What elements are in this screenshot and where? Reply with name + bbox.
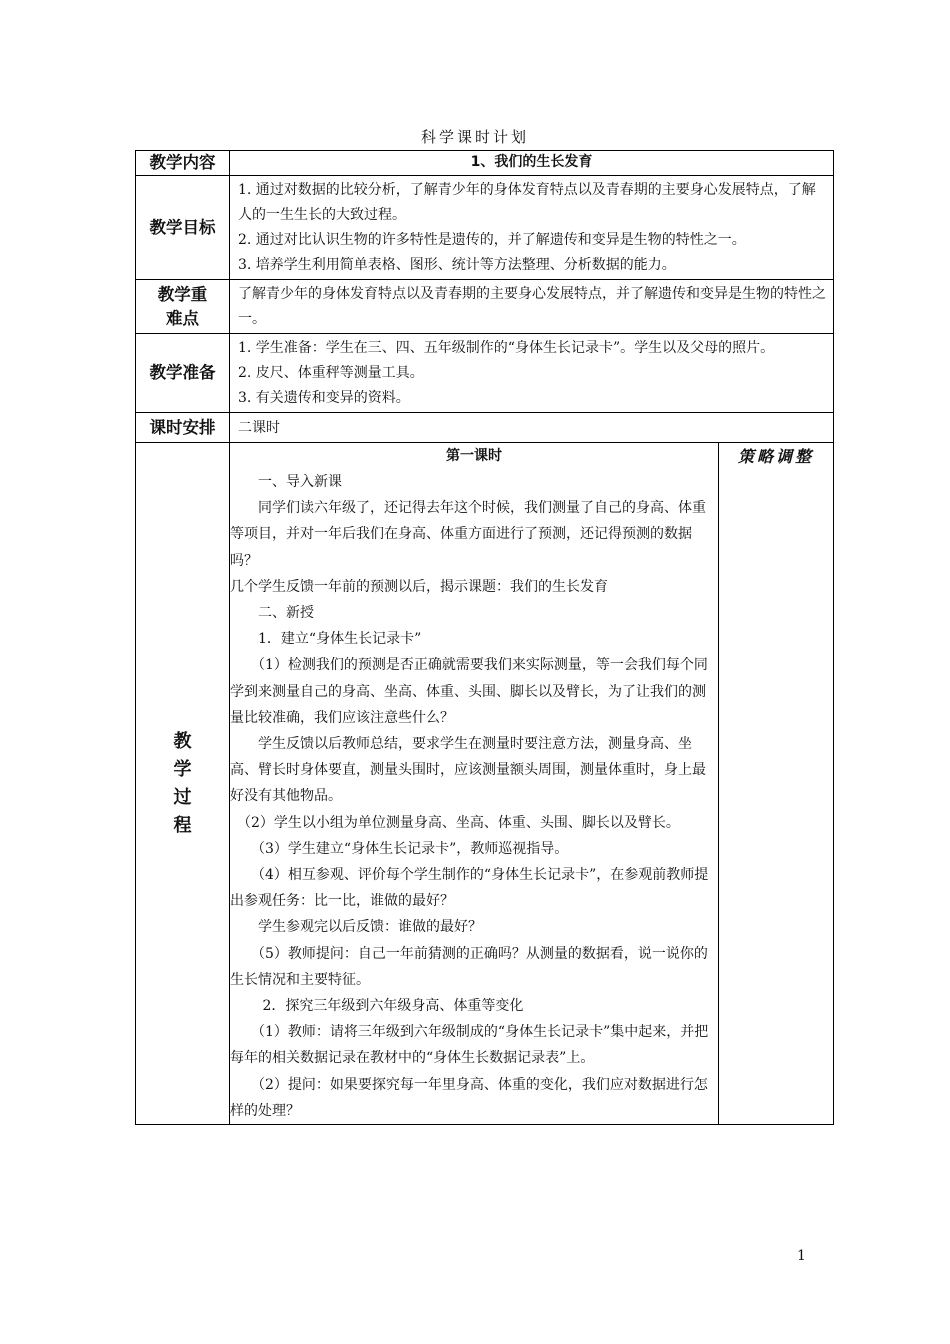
- process-paragraph: （5）教师提问：自己一年前猜测的正确吗？从测量的数据看，说一说你的生长情况和主要特征。: [230, 945, 708, 988]
- process-paragraph: （1）教师：请将三年级到六年级制成的“身体生长记录卡”集中起来，并把每年的相关数据记录在教材中的“身体生长数据记录表”上。: [230, 1024, 709, 1067]
- process-paragraph: 一、导入新课: [230, 474, 342, 490]
- process-paragraph: 学生参观完以后反馈：谁做的最好？: [230, 919, 482, 936]
- objective-item: 1. 通过对数据的比较分析，了解青少年的身体发育特点以及青春期的主要身心发展特点，了解人的一生生长的大致过程。: [238, 182, 816, 223]
- strategy-adjustment-title: 策略调整: [737, 447, 814, 466]
- document-title: 科学课时计划: [420, 128, 529, 146]
- preparation-item: 3. 有关遗传和变异的资料。: [238, 390, 410, 406]
- row-class-hours: [136, 413, 834, 443]
- label-class-hours: 课时安排: [136, 413, 230, 443]
- preparation-item: 1. 学生准备：学生在三、四、五年级制作的“身体生长记录卡”。学生以及父母的照片。: [238, 340, 775, 356]
- lesson-period-title: 第一课时: [446, 448, 502, 464]
- process-text: [230, 469, 718, 1124]
- lesson-plan-table: [135, 150, 834, 1125]
- label-teaching-objectives: 教学目标: [136, 176, 230, 280]
- row-teaching-content: [136, 151, 834, 176]
- process-paragraph: （2）学生以小组为单位测量身高、坐高、体重、头围、脚长以及臂长。: [230, 814, 680, 831]
- row-teaching-preparation: [136, 334, 834, 413]
- process-paragraph: 几个学生反馈一年前的预测以后，揭示课题：我们的生长发育: [230, 578, 608, 595]
- label-teaching-process: [136, 443, 230, 1125]
- preparation-item: 2. 皮尺、体重秤等测量工具。: [238, 365, 424, 381]
- row-teaching-process: [136, 443, 834, 1125]
- objective-item: 2. 通过对比认识生物的许多特性是遗传的，并了解遗传和变异是生物的特性之一。: [238, 232, 746, 248]
- process-label-char: 过: [173, 786, 192, 808]
- process-paragraph: 1．建立“身体生长记录卡”: [230, 631, 422, 648]
- process-paragraph: （2）提问：如果要探究每一年里身高、体重的变化，我们应对数据进行怎样的处理？: [230, 1076, 708, 1119]
- process-content-cell: [230, 443, 719, 1125]
- process-label-char: 程: [173, 814, 192, 836]
- preparation-cell: [230, 334, 834, 413]
- key-points-text: 了解青少年的身体发育特点以及青春期的主要身心发展特点，并了解遗传和变异是生物的特性之一。: [230, 280, 834, 334]
- process-paragraph: 同学们读六年级了，还记得去年这个时候，我们测量了自己的身高、体重等项目，并对一年后我们在身高、体重方面进行了预测，还记得预测的数据吗？: [230, 500, 706, 569]
- label-key-points-line1: 教学重: [157, 284, 208, 304]
- label-key-points: [136, 280, 230, 334]
- process-paragraph: （4）相互参观、评价每个学生制作的“身体生长记录卡”，在参观前教师提出参观任务：比一比，谁做的最好？: [230, 867, 709, 910]
- process-label-char: 教: [173, 730, 192, 752]
- strategy-cell: [719, 443, 834, 1125]
- objectives-cell: [230, 176, 834, 280]
- page-number: 1: [797, 1248, 806, 1264]
- class-hours-value: 二课时: [230, 413, 834, 443]
- process-inner: [230, 443, 718, 1124]
- row-teaching-objectives: [136, 176, 834, 280]
- process-paragraph: 学生反馈以后教师总结，要求学生在测量时要注意方法，测量身高、坐高、臂长时身体要直，测量头围时，应该测量额头周围，测量体重时，身上最好没有其他物品。: [230, 736, 706, 805]
- lesson-topic: 1、我们的生长发育: [230, 151, 834, 176]
- process-paragraph: 2．探究三年级到六年级身高、体重等变化: [230, 998, 524, 1015]
- process-paragraph: 二、新授: [230, 605, 314, 622]
- label-teaching-content: 教学内容: [136, 151, 230, 176]
- label-key-points-line2: 难点: [166, 308, 199, 328]
- label-teaching-preparation: 教学准备: [136, 334, 230, 413]
- objective-item: 3. 培养学生利用简单表格、图形、统计等方法整理、分析数据的能力。: [238, 257, 676, 273]
- row-key-points: [136, 280, 834, 334]
- process-paragraph: （1）检测我们的预测是否正确就需要我们来实际测量，等一会我们每个同学到来测量自己的身高、坐高、体重、头围、脚长以及臂长，为了让我们的测量比较准确，我们应该注意些什么？: [230, 657, 708, 726]
- process-label-char: 学: [173, 758, 192, 780]
- process-paragraph: （3）学生建立“身体生长记录卡”，教师巡视指导。: [230, 840, 569, 857]
